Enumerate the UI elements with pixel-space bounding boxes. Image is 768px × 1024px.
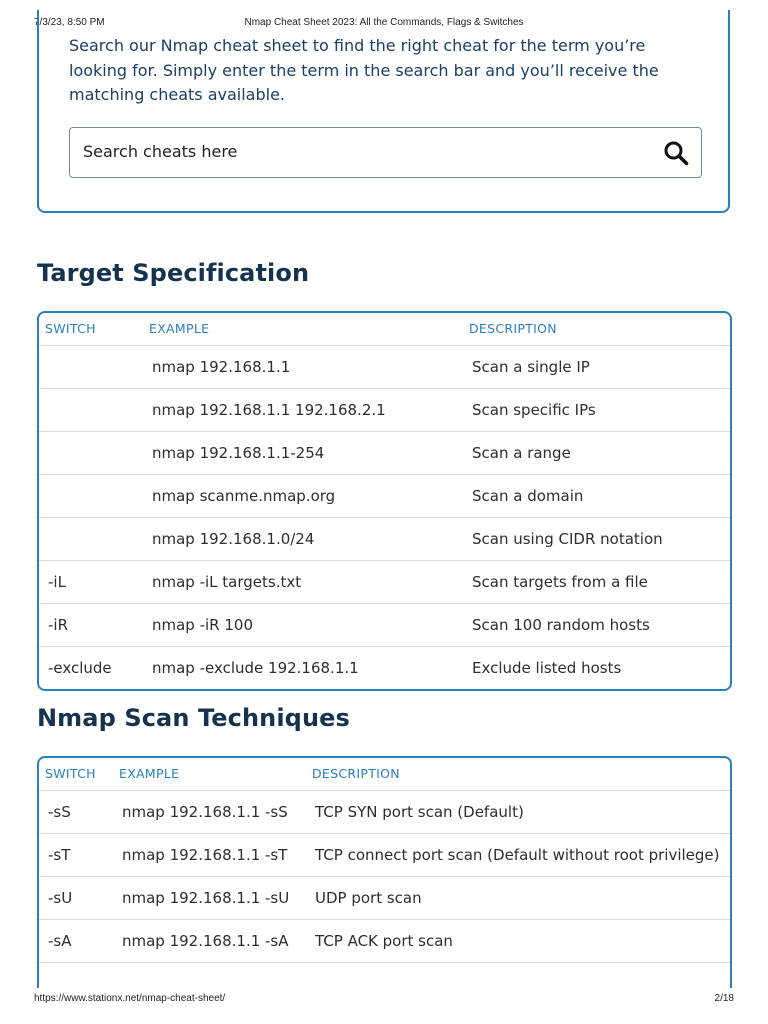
table-header	[39, 758, 730, 791]
table-row	[39, 647, 730, 689]
search-intro-text: Search our Nmap cheat sheet to find the right cheat for the term you’re looking for. Simply enter the term in the search bar and you’ll receive the matching cheats available.	[69, 36, 659, 104]
search-icon[interactable]	[663, 140, 689, 166]
print-url: https://www.stationx.net/nmap-cheat-sheet/	[34, 993, 226, 1004]
cell-switch: -iL	[48, 573, 66, 591]
table-row	[39, 518, 730, 561]
cell-example: nmap -iL targets.txt	[152, 573, 302, 591]
cell-description: UDP port scan	[315, 889, 422, 907]
cell-example: nmap 192.168.1.0/24	[152, 530, 315, 548]
search-input[interactable]	[69, 127, 702, 178]
column-header-switch: SWITCH	[45, 766, 96, 781]
section-heading-scan-techniques: Nmap Scan Techniques	[37, 704, 350, 732]
column-header-description: DESCRIPTION	[312, 766, 400, 781]
column-header-switch: SWITCH	[45, 321, 96, 336]
cell-description: TCP connect port scan (Default without root privilege)	[315, 846, 720, 864]
scan-techniques-table	[37, 756, 732, 988]
table-row	[39, 604, 730, 647]
cell-switch: -sS	[48, 803, 71, 821]
table-row	[39, 432, 730, 475]
column-header-example: EXAMPLE	[119, 766, 180, 781]
table-row	[39, 475, 730, 518]
cell-description: Scan using CIDR notation	[472, 530, 663, 548]
cell-switch: -exclude	[48, 659, 112, 677]
cell-description: Scan 100 random hosts	[472, 616, 650, 634]
table-row	[39, 346, 730, 389]
cell-example: nmap 192.168.1.1 -sA	[122, 932, 289, 950]
table-row	[39, 389, 730, 432]
cell-description: TCP ACK port scan	[315, 932, 453, 950]
print-page-title: Nmap Cheat Sheet 2023: All the Commands, Flags & Switches	[244, 17, 524, 28]
cell-example: nmap 192.168.1.1	[152, 358, 291, 376]
search-placeholder: Search cheats here	[83, 142, 238, 161]
cell-description: Scan specific IPs	[472, 401, 596, 419]
table-header	[39, 313, 730, 346]
table-row	[39, 877, 730, 920]
cell-description: Exclude listed hosts	[472, 659, 622, 677]
cell-example: nmap 192.168.1.1 -sU	[122, 889, 290, 907]
cell-description: Scan a range	[472, 444, 571, 462]
table-row	[39, 791, 730, 834]
cell-example: nmap -exclude 192.168.1.1	[152, 659, 359, 677]
table-row	[39, 834, 730, 877]
section-heading-target-specification: Target Specification	[37, 259, 310, 287]
print-page-number: 2/18	[714, 993, 734, 1004]
column-header-description: DESCRIPTION	[469, 321, 557, 336]
search-panel	[37, 10, 730, 213]
table-row	[39, 920, 730, 963]
cell-switch: -iR	[48, 616, 69, 634]
cell-switch: -sT	[48, 846, 71, 864]
target-specification-table	[37, 311, 732, 691]
print-footer	[0, 993, 768, 1007]
cell-description: Scan a domain	[472, 487, 584, 505]
column-header-example: EXAMPLE	[149, 321, 210, 336]
cell-example: nmap 192.168.1.1-254	[152, 444, 325, 462]
cell-example: nmap 192.168.1.1 -sT	[122, 846, 288, 864]
cell-description: TCP SYN port scan (Default)	[315, 803, 524, 821]
cell-switch: -sU	[48, 889, 73, 907]
cell-example: nmap 192.168.1.1 -sS	[122, 803, 288, 821]
cell-example: nmap scanme.nmap.org	[152, 487, 336, 505]
cell-example: nmap 192.168.1.1 192.168.2.1	[152, 401, 386, 419]
cell-example: nmap -iR 100	[152, 616, 254, 634]
cell-switch: -sA	[48, 932, 72, 950]
table-row	[39, 561, 730, 604]
cell-description: Scan targets from a file	[472, 573, 648, 591]
print-date: 7/3/23, 8:50 PM	[34, 17, 105, 28]
cell-description: Scan a single IP	[472, 358, 590, 376]
